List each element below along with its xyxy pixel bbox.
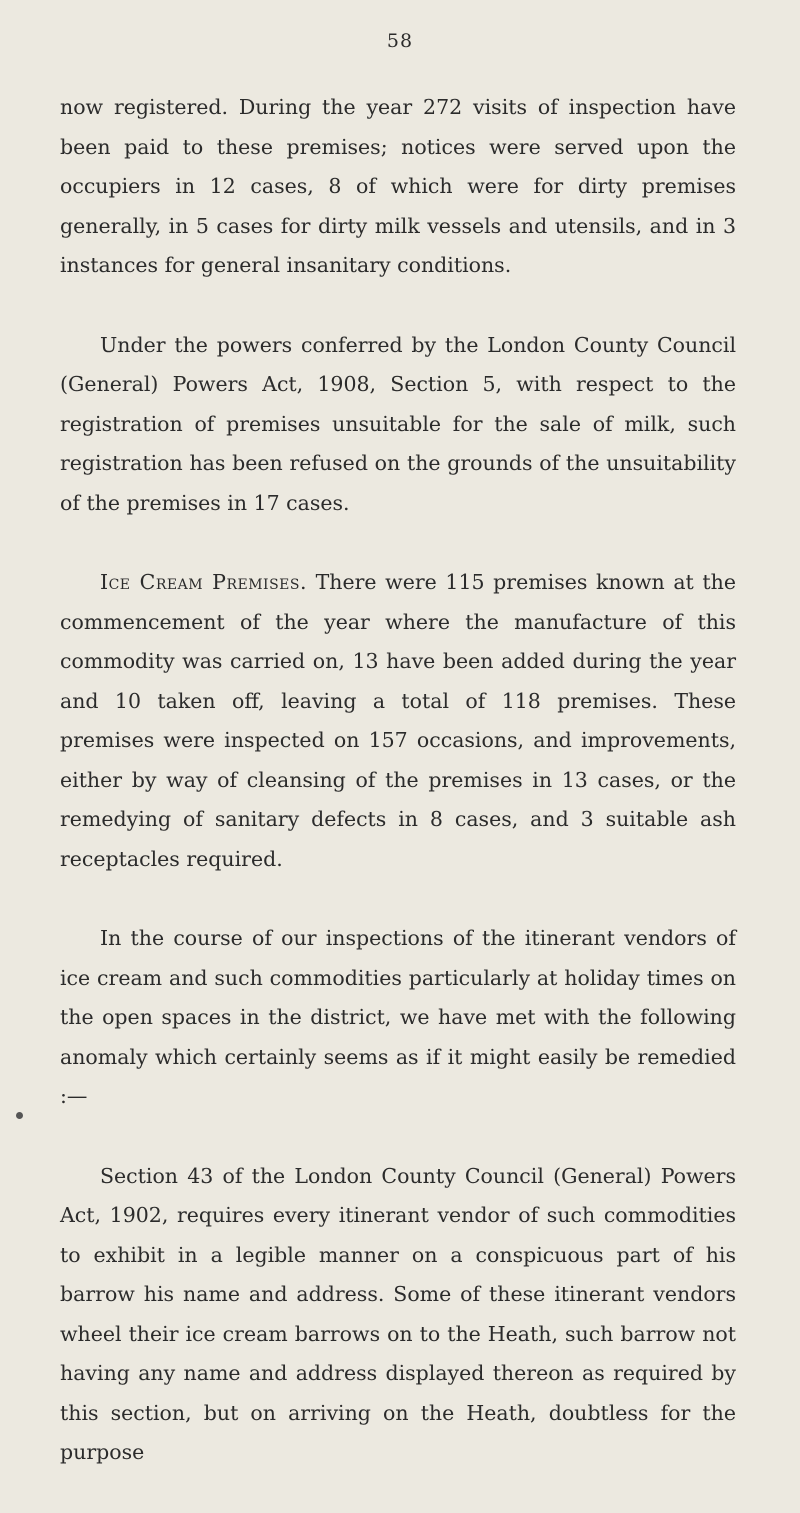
margin-ink-mark	[16, 1112, 23, 1119]
body-text	[60, 88, 736, 1513]
paragraph-itinerant-vendors: In the course of our inspections of the itinerant vendors of ice cream and such commodities particularly at holiday times on the open spaces in the district, we have met with the following anomaly which certainly seems as if it might easily be remedied :—	[60, 926, 736, 1108]
paragraph-milk-inspections: now registered. During the year 272 visits of inspection have been paid to these premises; notices were served upon the occupiers in 12 cases, 8 of which were for dirty premises generally, in 5 cases for dirty milk vessels and utensils, and in 3 instances for general insanitary conditions.	[60, 95, 736, 277]
section-heading-ice-cream: Ice Cream Premises.	[100, 570, 307, 594]
paragraph-ice-cream-premises	[60, 563, 736, 879]
paragraph-ice-cream-text: There were 115 premises known at the commencement of the year where the manufacture of this commodity was carried on, 13 have been added during the year and 10 taken off, leaving a total of 118 premises. These premises were inspected on 157 occasions, and improvements, either by way of cleansing of the premises in 13 cases, or the remedying of sanitary defects in 8 cases, and 3 suitable ash receptacles required.	[60, 570, 736, 871]
paragraph-registration-refusal: Under the powers conferred by the London County Council (General) Powers Act, 1908, Section 5, with respect to the registration of premises unsuitable for the sale of milk, such registration has been refused on the grounds of the unsuitability of the premises in 17 cases.	[60, 332, 736, 515]
paragraph-section-43: Section 43 of the London County Council (General) Powers Act, 1902, requires every itinerant vendor of such commodities to exhibit in a legible manner on a conspicuous part of his barrow his name and address. Some of these itinerant vendors wheel their ice cream barrows on to the Heath, such barrow not having any name and address displayed thereon as required by this section, but on arriving on the Heath, doubtless for the purpose	[60, 1163, 736, 1464]
page-number: 58	[386, 30, 414, 52]
